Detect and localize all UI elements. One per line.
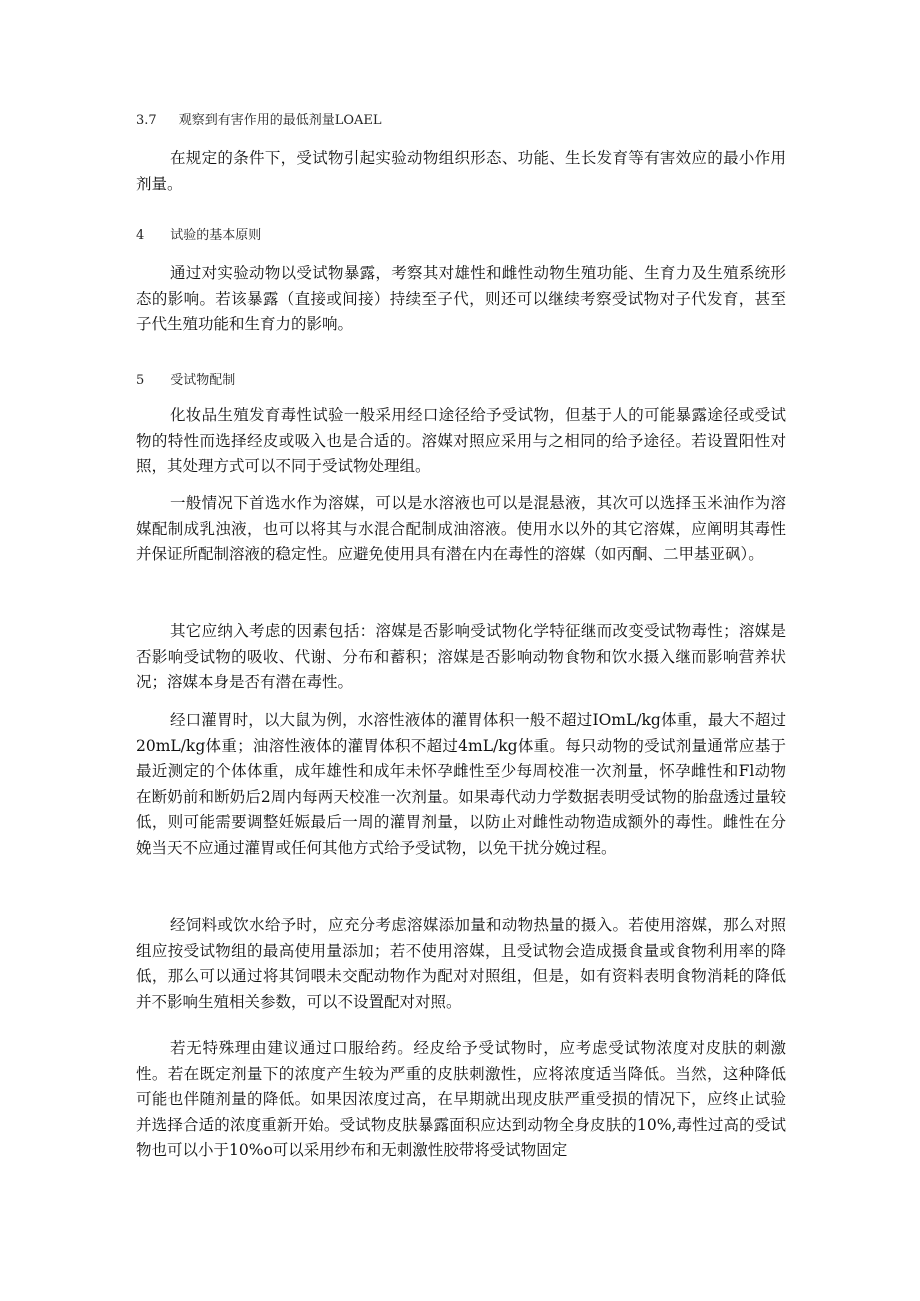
paragraph: 其它应纳入考虑的因素包括：溶媒是否影响受试物化学特征继而改变受试物毒性；溶媒是否影响受试物的吸收、代谢、分布和蓄积；溶媒是否影响动物食物和饮水摄入继而影响营养状况；溶媒本身是否有潜在毒性。 [136,622,786,692]
paragraph: 一般情况下首选水作为溶媒，可以是水溶液也可以是混悬液，其次可以选择玉米油作为溶媒配制成乳浊液，也可以将其与水混合配制成油溶液。使用水以外的其它溶媒，应阐明其毒性并保证所配制溶液的稳定性。应避免使用具有潜在内在毒性的溶媒（如丙酮、二甲基亚砜）。 [136,494,786,564]
section-title: 试验的基本原则 [170,228,262,243]
section-heading [136,369,235,388]
section-title: 观察到有害作用的最低剂量LOAEL [178,113,382,128]
section-number: 3.7 [136,113,157,128]
paragraph: 经饲料或饮水给予时，应充分考虑溶媒添加量和动物热量的摄入。若使用溶媒，那么对照组应按受试物组的最高使用量添加；若不使用溶媒，且受试物会造成摄食量或食物利用率的降低，那么可以通过将其饲喂未交配动物作为配对对照组，但是，如有资料表明食物消耗的降低并不影响生殖相关参数，可以不设置配对对照。 [136,916,786,1011]
paragraph: 若无特殊理由建议通过口服给药。经皮给予受试物时，应考虑受试物浓度对皮肤的刺激性。若在既定剂量下的浓度产生较为严重的皮肤刺激性，应将浓度适当降低。当然，这种降低可能也伴随剂量的降低。如果因浓度过高，在早期就出现皮肤严重受损的情况下，应终止试验并选择合适的浓度重新开始。受试物皮肤暴露面积应达到动物全身皮肤的10%,毒性过高的受试物也可以小于10%o可以采用纱布和无刺激性胶带将受试物固定 [136,1039,786,1160]
section-title: 受试物配制 [170,373,236,388]
paragraph: 通过对实验动物以受试物暴露，考察其对雄性和雌性动物生殖功能、生育力及生殖系统形态的影响。若该暴露（直接或间接）持续至子代，则还可以继续考察受试物对子代发育，甚至子代生殖功能和生育力的影响。 [136,264,786,334]
section-number: 5 [136,373,145,388]
section-heading [136,224,261,243]
paragraph: 化妆品生殖发育毒性试验一般采用经口途径给予受试物，但基于人的可能暴露途径或受试物的特性而选择经皮或吸入也是合适的。溶媒对照应采用与之相同的给予途径。若设置阳性对照，其处理方式可以不同于受试物处理组。 [136,406,786,476]
section-number: 4 [136,228,145,243]
section-heading [136,109,382,128]
paragraph: 经口灌胃时，以大鼠为例，水溶性液体的灌胃体积一般不超过IOmL∕kg体重，最大不超过20mL/kg体重；油溶性液体的灌胃体积不超过4mL/kg体重。每只动物的受试剂量通常应基于最近测定的个体体重，成年雄性和成年未怀孕雌性至少每周校准一次剂量，怀孕雌性和Fl动物在断奶前和断奶后2周内每两天校准一次剂量。如果毒代动力学数据表明受试物的胎盘透过量较低，则可能需要调整妊娠最后一周的灌胃剂量，以防止对雌性动物造成额外的毒性。雌性在分娩当天不应通过灌胃或任何其他方式给予受试物，以免干扰分娩过程。 [136,711,786,857]
paragraph: 在规定的条件下，受试物引起实验动物组织形态、功能、生长发育等有害效应的最小作用剂量。 [136,149,786,193]
